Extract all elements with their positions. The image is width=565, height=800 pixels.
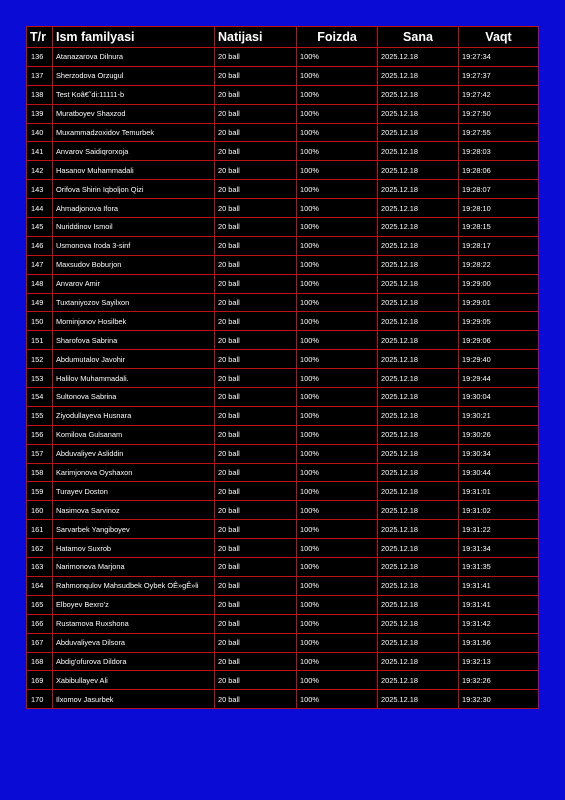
header-name: Ism familyasi xyxy=(53,27,215,48)
score: 20 ball xyxy=(215,576,297,595)
table-row xyxy=(27,142,539,161)
student-name: Anvarov Saidiqrorxoja xyxy=(53,142,215,161)
time: 19:30:34 xyxy=(459,444,539,463)
score: 20 ball xyxy=(215,690,297,709)
date: 2025.12.18 xyxy=(378,463,459,482)
student-name: Test Koâ€˜di:11111-b xyxy=(53,85,215,104)
table-row xyxy=(27,218,539,237)
percentage: 100% xyxy=(297,595,378,614)
date: 2025.12.18 xyxy=(378,66,459,85)
time: 19:28:22 xyxy=(459,255,539,274)
student-name: Abduvaliyev Asliddin xyxy=(53,444,215,463)
time: 19:31:56 xyxy=(459,633,539,652)
score: 20 ball xyxy=(215,652,297,671)
header-time: Vaqt xyxy=(459,27,539,48)
table-row xyxy=(27,161,539,180)
student-name: Orifova Shirin Iqboljon Qizi xyxy=(53,180,215,199)
student-name: Maxsudov Boburjon xyxy=(53,255,215,274)
percentage: 100% xyxy=(297,236,378,255)
time: 19:29:44 xyxy=(459,369,539,388)
row-number: 145 xyxy=(27,218,53,237)
student-name: Karimjonova Oyshaxon xyxy=(53,463,215,482)
table-row xyxy=(27,180,539,199)
time: 19:31:41 xyxy=(459,576,539,595)
table-row xyxy=(27,293,539,312)
date: 2025.12.18 xyxy=(378,690,459,709)
student-name: Elboyev Bexro'z xyxy=(53,595,215,614)
percentage: 100% xyxy=(297,425,378,444)
date: 2025.12.18 xyxy=(378,406,459,425)
score: 20 ball xyxy=(215,48,297,67)
student-name: Nuriddinov Ismoil xyxy=(53,218,215,237)
header-percent: Foizda xyxy=(297,27,378,48)
table-row xyxy=(27,463,539,482)
percentage: 100% xyxy=(297,218,378,237)
time: 19:32:13 xyxy=(459,652,539,671)
score: 20 ball xyxy=(215,558,297,577)
row-number: 155 xyxy=(27,406,53,425)
row-number: 137 xyxy=(27,66,53,85)
row-number: 168 xyxy=(27,652,53,671)
table-row xyxy=(27,236,539,255)
score: 20 ball xyxy=(215,595,297,614)
table-row xyxy=(27,123,539,142)
row-number: 144 xyxy=(27,199,53,218)
score: 20 ball xyxy=(215,520,297,539)
row-number: 136 xyxy=(27,48,53,67)
student-name: Nasimova Sarvinoz xyxy=(53,501,215,520)
student-name: Anvarov Amir xyxy=(53,274,215,293)
table-row xyxy=(27,501,539,520)
date: 2025.12.18 xyxy=(378,652,459,671)
row-number: 149 xyxy=(27,293,53,312)
percentage: 100% xyxy=(297,690,378,709)
time: 19:30:04 xyxy=(459,388,539,407)
table-row xyxy=(27,444,539,463)
date: 2025.12.18 xyxy=(378,425,459,444)
percentage: 100% xyxy=(297,369,378,388)
date: 2025.12.18 xyxy=(378,614,459,633)
time: 19:30:26 xyxy=(459,425,539,444)
time: 19:29:00 xyxy=(459,274,539,293)
table-row xyxy=(27,331,539,350)
row-number: 140 xyxy=(27,123,53,142)
time: 19:27:50 xyxy=(459,104,539,123)
percentage: 100% xyxy=(297,66,378,85)
percentage: 100% xyxy=(297,161,378,180)
table-row xyxy=(27,199,539,218)
score: 20 ball xyxy=(215,180,297,199)
time: 19:27:37 xyxy=(459,66,539,85)
percentage: 100% xyxy=(297,85,378,104)
percentage: 100% xyxy=(297,501,378,520)
percentage: 100% xyxy=(297,180,378,199)
row-number: 159 xyxy=(27,482,53,501)
percentage: 100% xyxy=(297,199,378,218)
time: 19:28:17 xyxy=(459,236,539,255)
row-number: 148 xyxy=(27,274,53,293)
table-row xyxy=(27,690,539,709)
date: 2025.12.18 xyxy=(378,331,459,350)
student-name: Narimonova Marjona xyxy=(53,558,215,577)
table-row xyxy=(27,388,539,407)
score: 20 ball xyxy=(215,463,297,482)
time: 19:28:03 xyxy=(459,142,539,161)
date: 2025.12.18 xyxy=(378,633,459,652)
table-row xyxy=(27,539,539,558)
row-number: 156 xyxy=(27,425,53,444)
date: 2025.12.18 xyxy=(378,369,459,388)
row-number: 139 xyxy=(27,104,53,123)
score: 20 ball xyxy=(215,236,297,255)
row-number: 167 xyxy=(27,633,53,652)
date: 2025.12.18 xyxy=(378,142,459,161)
date: 2025.12.18 xyxy=(378,85,459,104)
score: 20 ball xyxy=(215,425,297,444)
score: 20 ball xyxy=(215,123,297,142)
row-number: 150 xyxy=(27,312,53,331)
percentage: 100% xyxy=(297,652,378,671)
student-name: Ziyodullayeva Husnara xyxy=(53,406,215,425)
time: 19:28:07 xyxy=(459,180,539,199)
score: 20 ball xyxy=(215,199,297,218)
student-name: Turayev Doston xyxy=(53,482,215,501)
header-number: T/r xyxy=(27,27,53,48)
table-row xyxy=(27,350,539,369)
date: 2025.12.18 xyxy=(378,312,459,331)
percentage: 100% xyxy=(297,293,378,312)
student-name: Abduvaliyeva Dilsora xyxy=(53,633,215,652)
time: 19:29:06 xyxy=(459,331,539,350)
score: 20 ball xyxy=(215,482,297,501)
student-name: Atanazarova Dilnura xyxy=(53,48,215,67)
row-number: 151 xyxy=(27,331,53,350)
table-row xyxy=(27,671,539,690)
row-number: 158 xyxy=(27,463,53,482)
table-row xyxy=(27,312,539,331)
table-row xyxy=(27,406,539,425)
row-number: 153 xyxy=(27,369,53,388)
student-name: Rustamova Ruxshona xyxy=(53,614,215,633)
date: 2025.12.18 xyxy=(378,501,459,520)
score: 20 ball xyxy=(215,614,297,633)
percentage: 100% xyxy=(297,350,378,369)
score: 20 ball xyxy=(215,161,297,180)
row-number: 164 xyxy=(27,576,53,595)
date: 2025.12.18 xyxy=(378,123,459,142)
percentage: 100% xyxy=(297,142,378,161)
table-row xyxy=(27,369,539,388)
date: 2025.12.18 xyxy=(378,558,459,577)
score: 20 ball xyxy=(215,218,297,237)
percentage: 100% xyxy=(297,104,378,123)
percentage: 100% xyxy=(297,614,378,633)
score: 20 ball xyxy=(215,255,297,274)
date: 2025.12.18 xyxy=(378,161,459,180)
student-name: Sultonova Sabrina xyxy=(53,388,215,407)
row-number: 163 xyxy=(27,558,53,577)
row-number: 154 xyxy=(27,388,53,407)
percentage: 100% xyxy=(297,576,378,595)
score: 20 ball xyxy=(215,406,297,425)
header-row xyxy=(27,27,539,48)
row-number: 143 xyxy=(27,180,53,199)
row-number: 141 xyxy=(27,142,53,161)
student-name: Rahmonqulov Mahsudbek Oybek OÊ»gÊ»li xyxy=(53,576,215,595)
student-name: Usmonova Iroda 3-sinf xyxy=(53,236,215,255)
time: 19:28:15 xyxy=(459,218,539,237)
time: 19:31:35 xyxy=(459,558,539,577)
time: 19:29:01 xyxy=(459,293,539,312)
student-name: Abdig'ofurova Dildora xyxy=(53,652,215,671)
header-date: Sana xyxy=(378,27,459,48)
time: 19:31:02 xyxy=(459,501,539,520)
row-number: 157 xyxy=(27,444,53,463)
row-number: 138 xyxy=(27,85,53,104)
table-row xyxy=(27,520,539,539)
percentage: 100% xyxy=(297,463,378,482)
row-number: 170 xyxy=(27,690,53,709)
date: 2025.12.18 xyxy=(378,671,459,690)
percentage: 100% xyxy=(297,539,378,558)
student-name: Ahmadjonova Ifora xyxy=(53,199,215,218)
score: 20 ball xyxy=(215,444,297,463)
percentage: 100% xyxy=(297,48,378,67)
row-number: 161 xyxy=(27,520,53,539)
time: 19:31:41 xyxy=(459,595,539,614)
table-row xyxy=(27,255,539,274)
student-name: Muratboyev Shaxzod xyxy=(53,104,215,123)
time: 19:31:01 xyxy=(459,482,539,501)
row-number: 165 xyxy=(27,595,53,614)
date: 2025.12.18 xyxy=(378,104,459,123)
row-number: 152 xyxy=(27,350,53,369)
student-name: Ilxomov Jasurbek xyxy=(53,690,215,709)
time: 19:31:34 xyxy=(459,539,539,558)
score: 20 ball xyxy=(215,104,297,123)
score: 20 ball xyxy=(215,142,297,161)
time: 19:32:30 xyxy=(459,690,539,709)
table-row xyxy=(27,425,539,444)
date: 2025.12.18 xyxy=(378,482,459,501)
score: 20 ball xyxy=(215,369,297,388)
row-number: 160 xyxy=(27,501,53,520)
score: 20 ball xyxy=(215,633,297,652)
row-number: 162 xyxy=(27,539,53,558)
table-row xyxy=(27,595,539,614)
date: 2025.12.18 xyxy=(378,595,459,614)
date: 2025.12.18 xyxy=(378,388,459,407)
time: 19:31:42 xyxy=(459,614,539,633)
table-row xyxy=(27,652,539,671)
student-name: Hatamov Suxrob xyxy=(53,539,215,558)
time: 19:31:22 xyxy=(459,520,539,539)
date: 2025.12.18 xyxy=(378,180,459,199)
table-row xyxy=(27,633,539,652)
date: 2025.12.18 xyxy=(378,520,459,539)
row-number: 142 xyxy=(27,161,53,180)
student-name: Halilov Muhammadali. xyxy=(53,369,215,388)
percentage: 100% xyxy=(297,388,378,407)
header-result: Natijasi xyxy=(215,27,297,48)
results-table xyxy=(26,26,539,709)
score: 20 ball xyxy=(215,539,297,558)
table-row xyxy=(27,558,539,577)
score: 20 ball xyxy=(215,388,297,407)
percentage: 100% xyxy=(297,520,378,539)
percentage: 100% xyxy=(297,123,378,142)
student-name: Sharofova Sabrina xyxy=(53,331,215,350)
score: 20 ball xyxy=(215,85,297,104)
percentage: 100% xyxy=(297,671,378,690)
table-row xyxy=(27,66,539,85)
score: 20 ball xyxy=(215,671,297,690)
score: 20 ball xyxy=(215,331,297,350)
time: 19:27:42 xyxy=(459,85,539,104)
time: 19:27:55 xyxy=(459,123,539,142)
row-number: 169 xyxy=(27,671,53,690)
table-row xyxy=(27,48,539,67)
student-name: Hasanov Muhammadali xyxy=(53,161,215,180)
percentage: 100% xyxy=(297,444,378,463)
time: 19:28:10 xyxy=(459,199,539,218)
student-name: Sarvarbek Yangiboyev xyxy=(53,520,215,539)
row-number: 166 xyxy=(27,614,53,633)
score: 20 ball xyxy=(215,501,297,520)
student-name: Sherzodova Orzugul xyxy=(53,66,215,85)
date: 2025.12.18 xyxy=(378,539,459,558)
score: 20 ball xyxy=(215,274,297,293)
time: 19:29:05 xyxy=(459,312,539,331)
score: 20 ball xyxy=(215,312,297,331)
student-name: Xabibullayev Ali xyxy=(53,671,215,690)
table-row xyxy=(27,85,539,104)
time: 19:30:21 xyxy=(459,406,539,425)
percentage: 100% xyxy=(297,558,378,577)
time: 19:30:44 xyxy=(459,463,539,482)
student-name: Abdumutalov Javohir xyxy=(53,350,215,369)
table-row xyxy=(27,274,539,293)
student-name: Mominjonov Hosilbek xyxy=(53,312,215,331)
date: 2025.12.18 xyxy=(378,199,459,218)
percentage: 100% xyxy=(297,312,378,331)
date: 2025.12.18 xyxy=(378,293,459,312)
date: 2025.12.18 xyxy=(378,576,459,595)
date: 2025.12.18 xyxy=(378,236,459,255)
date: 2025.12.18 xyxy=(378,255,459,274)
score: 20 ball xyxy=(215,293,297,312)
percentage: 100% xyxy=(297,482,378,501)
score: 20 ball xyxy=(215,66,297,85)
score: 20 ball xyxy=(215,350,297,369)
percentage: 100% xyxy=(297,633,378,652)
date: 2025.12.18 xyxy=(378,444,459,463)
date: 2025.12.18 xyxy=(378,48,459,67)
time: 19:29:40 xyxy=(459,350,539,369)
percentage: 100% xyxy=(297,255,378,274)
table-row xyxy=(27,614,539,633)
student-name: Komilova Gulsanam xyxy=(53,425,215,444)
date: 2025.12.18 xyxy=(378,218,459,237)
table-row xyxy=(27,482,539,501)
table-row xyxy=(27,576,539,595)
table-row xyxy=(27,104,539,123)
time: 19:32:26 xyxy=(459,671,539,690)
percentage: 100% xyxy=(297,274,378,293)
date: 2025.12.18 xyxy=(378,350,459,369)
percentage: 100% xyxy=(297,331,378,350)
student-name: Muxammadzoxidov Temurbek xyxy=(53,123,215,142)
time: 19:27:34 xyxy=(459,48,539,67)
row-number: 146 xyxy=(27,236,53,255)
time: 19:28:06 xyxy=(459,161,539,180)
percentage: 100% xyxy=(297,406,378,425)
student-name: Tuxtaniyozov Sayilxon xyxy=(53,293,215,312)
date: 2025.12.18 xyxy=(378,274,459,293)
row-number: 147 xyxy=(27,255,53,274)
